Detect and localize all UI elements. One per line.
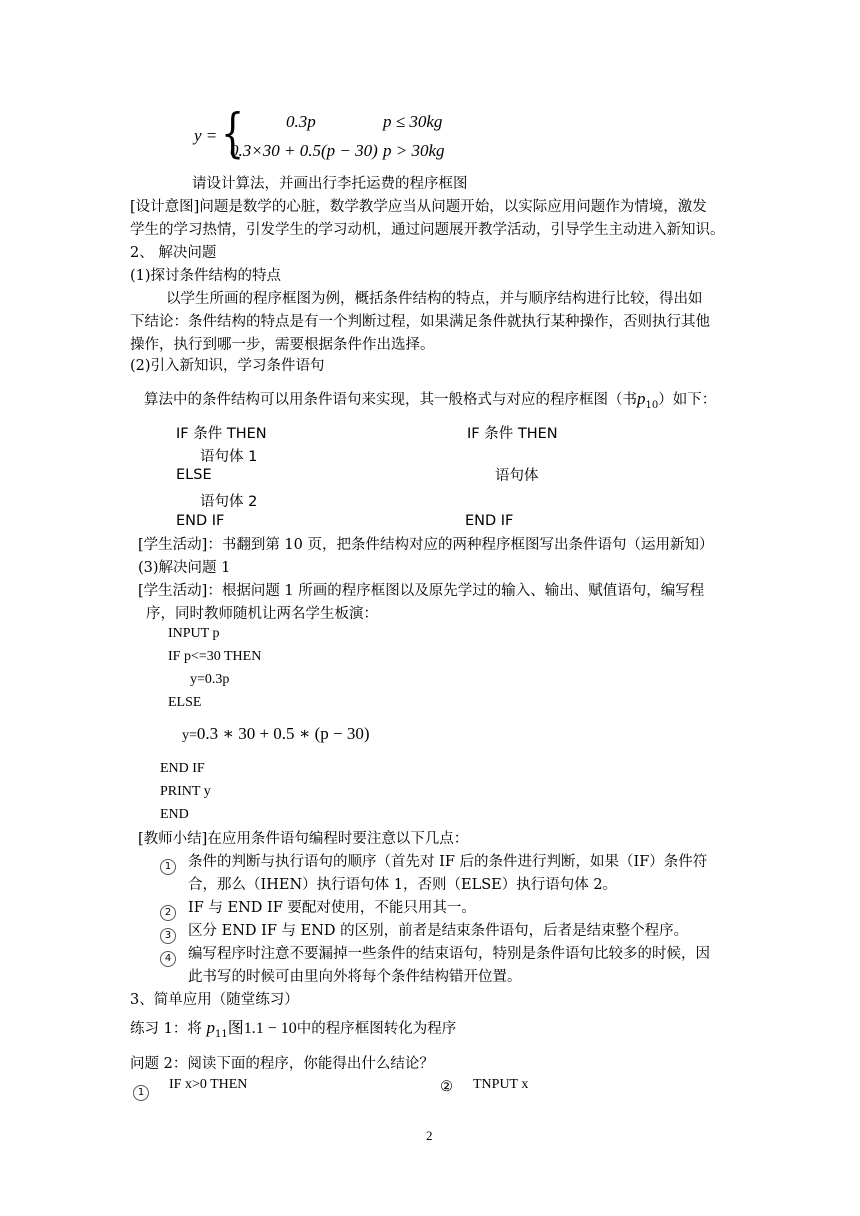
summary-item-1-line-1: 条件的判断与执行语句的顺序（首先对 IF 后的条件进行判断，如果（IF）条件符 bbox=[188, 854, 708, 870]
teacher-summary-title: [教师小结]在应用条件语句编程时要注意以下几点： bbox=[138, 831, 469, 847]
formula-brace: { bbox=[220, 104, 245, 164]
bottom-item-1-number: 1 bbox=[133, 1080, 149, 1101]
syntax-right-body: 语句体 bbox=[495, 468, 539, 484]
bottom-item-2-number: ② bbox=[440, 1079, 453, 1095]
program-line-print: PRINT y bbox=[160, 784, 211, 799]
syntax-left-body1: 语句体 1 bbox=[200, 449, 258, 465]
subsection-2: (2)引入新知识，学习条件语句 bbox=[130, 358, 325, 374]
program-line-assign-else bbox=[182, 724, 370, 744]
formula-case2-value: 0.3×30 + 0.5(p − 30) bbox=[230, 141, 378, 160]
design-intent-line-2: 学生的学习热情，引发学生的学习动机，通过问题展开教学活动，引导学生主动进入新知识。 bbox=[130, 222, 725, 238]
program-line-assign: y=0.3p bbox=[190, 672, 230, 687]
student-activity-2-line-1: [学生活动]：根据问题 1 所画的程序框图以及原先学过的输入、输出、赋值语句，编写程 bbox=[138, 583, 705, 599]
program-line-end: END bbox=[160, 807, 189, 822]
practice-figure: 图1.1 − 10 bbox=[227, 1020, 297, 1037]
intro-p: p bbox=[637, 389, 646, 408]
paragraph-1-line-3: 操作，执行到哪一步，需要根据条件作出选择。 bbox=[130, 337, 435, 353]
student-activity-1: [学生活动]：书翻到第 10 页，把条件结构对应的两种程序框图写出条件语句（运用新知） bbox=[138, 537, 714, 553]
assign-expression: 0.3 ∗ 30 + 0.5 ∗ (p − 30) bbox=[196, 724, 370, 743]
summary-item-2-line-1: IF 与 END IF 要配对使用，不能只用其一。 bbox=[188, 900, 476, 916]
syntax-left-endif: END IF bbox=[176, 513, 225, 529]
practice-p: p bbox=[206, 1018, 215, 1037]
syntax-left-else: ELSE bbox=[176, 467, 212, 483]
formula-case2-condition: p > 30kg bbox=[383, 141, 445, 160]
summary-item-3-number: 3 bbox=[160, 923, 176, 944]
program-line-if: IF p<=30 THEN bbox=[168, 649, 262, 664]
summary-item-3-line-1: 区分 END IF 与 END 的区别，前者是结束条件语句，后者是结束整个程序。 bbox=[188, 923, 689, 939]
formula-case1-condition: p ≤ 30kg bbox=[383, 112, 443, 131]
syntax-right-endif: END IF bbox=[465, 513, 514, 529]
summary-item-4-line-1: 编写程序时注意不要漏掉一些条件的结束语句，特别是条件语句比较多的时候，因 bbox=[188, 946, 710, 962]
syntax-right-if: IF 条件 THEN bbox=[467, 426, 558, 442]
summary-item-1-line-2: 合，那么（IHEN）执行语句体 1，否则（ELSE）执行语句体 2。 bbox=[188, 877, 618, 893]
design-request: 请设计算法，并画出行李托运费的程序框图 bbox=[192, 176, 468, 192]
summary-item-4-line-2: 此书写的时候可由里向外将每个条件结构错开位置。 bbox=[188, 969, 522, 985]
program-line-endif: END IF bbox=[160, 761, 205, 776]
page-number: 2 bbox=[426, 1128, 433, 1143]
bottom-code-2: TNPUT x bbox=[473, 1077, 529, 1092]
formula-lhs: y = bbox=[194, 126, 218, 145]
program-line-else: ELSE bbox=[168, 695, 202, 710]
summary-item-2-number: 2 bbox=[160, 900, 176, 921]
program-line-input: INPUT p bbox=[168, 626, 220, 641]
student-activity-2-line-2: 序，同时教师随机让两名学生板演： bbox=[146, 606, 378, 622]
summary-item-4-number: 4 bbox=[160, 946, 176, 967]
question-2: 问题 2：阅读下面的程序，你能得出什么结论？ bbox=[130, 1056, 434, 1072]
assign-prefix: y= bbox=[182, 728, 197, 743]
intro-line bbox=[144, 388, 716, 417]
practice-1 bbox=[130, 1017, 456, 1046]
subsection-3: (3)解决问题 1 bbox=[138, 560, 231, 576]
practice-suffix: 中的程序框图转化为程序 bbox=[296, 1021, 457, 1037]
intro-tail: ）如下： bbox=[658, 392, 717, 408]
design-intent-line-1: [设计意图]问题是数学的心脏，数学教学应当从问题开始，以实际应用问题作为情境，激发 bbox=[130, 199, 707, 215]
syntax-left-body2: 语句体 2 bbox=[200, 494, 258, 510]
formula-case1-value: 0.3p bbox=[286, 112, 316, 131]
subsection-1: (1)探讨条件结构的特点 bbox=[130, 268, 282, 284]
section-2-heading: 2、 解决问题 bbox=[130, 245, 217, 261]
paragraph-1-line-1: 以学生所画的程序框图为例，概括条件结构的特点，并与顺序结构进行比较，得出如 bbox=[166, 291, 703, 307]
summary-item-1-number: 1 bbox=[160, 854, 176, 875]
paragraph-1-line-2: 下结论：条件结构的特点是有一个判断过程，如果满足条件就执行某种操作，否则执行其他 bbox=[130, 314, 710, 330]
section-3-heading: 3、简单应用（随堂练习） bbox=[130, 992, 299, 1008]
practice-subscript: 11 bbox=[214, 1028, 228, 1040]
practice-prefix: 练习 1：将 bbox=[130, 1021, 202, 1037]
bottom-code-1: IF x>0 THEN bbox=[169, 1077, 248, 1092]
intro-text: 算法中的条件结构可以用条件语句来实现，其一般格式与对应的程序框图（书 bbox=[144, 392, 637, 408]
intro-subscript: 10 bbox=[645, 399, 659, 411]
syntax-left-if: IF 条件 THEN bbox=[176, 426, 267, 442]
